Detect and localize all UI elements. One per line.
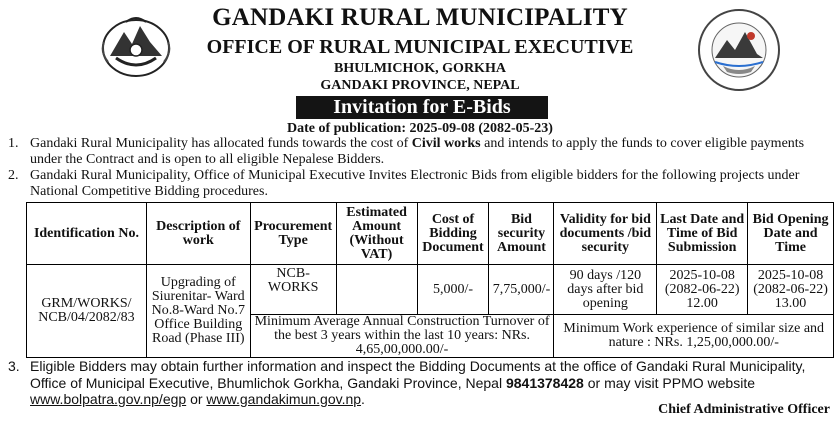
paragraph-text-part: and intends to apply the funds to cover eligible payments under the Contract and is open to all eligible Nepalese Bidders. <box>30 136 805 167</box>
address-line-1: BHULMICHOK, GORKHA <box>334 61 506 76</box>
header-procurement-type: Procurement Type <box>250 203 336 265</box>
header-validity: Validity for bid documents /bid security <box>554 203 657 265</box>
notice-title: Invitation for E-Bids <box>296 96 548 119</box>
publication-date: Date of publication: 2025-09-08 (2082-05-23) <box>287 121 553 136</box>
cell-procurement-type: NCB-WORKS <box>250 265 336 315</box>
office-name: OFFICE OF RURAL MUNICIPAL EXECUTIVE <box>206 36 634 58</box>
paragraph-text-part: . <box>361 391 365 407</box>
header-estimated-amount: Estimated Amount (Without VAT) <box>336 203 417 265</box>
paragraph-text: Gandaki Rural Municipality, Office of Municipal Executive Invites Electronic Bids from eligible bidders for the following projects under National Competitive Bidding procedures. <box>30 168 800 199</box>
address-line-2: GANDAKI PROVINCE, NEPAL <box>320 78 520 93</box>
header-identification: Identification No. <box>27 203 147 265</box>
table-header-row <box>27 203 834 265</box>
paragraph-text <box>30 136 834 167</box>
cell-estimated-amount <box>336 265 417 315</box>
paragraph-text-part: or <box>186 391 207 407</box>
cell-validity: 90 days /120 days after bid opening <box>554 265 657 315</box>
cell-identification: GRM/WORKS/ NCB/04/2082/83 <box>27 265 147 358</box>
header-description: Description of work <box>146 203 250 265</box>
paragraph-number: 3. <box>8 358 20 374</box>
paragraph-number: 2. <box>8 168 19 183</box>
cell-bid-security: 7,75,000/- <box>489 265 554 315</box>
cell-opening-date: 2025-10-08 (2082-06-22) 13.00 <box>748 265 834 315</box>
table-row <box>27 265 834 315</box>
cell-cost: 5,000/- <box>417 265 489 315</box>
phone-number: 9841378428 <box>505 374 584 391</box>
header-cost-bidding-document: Cost of Bidding Document <box>417 203 489 265</box>
paragraph-text-part: or may visit PPMO website <box>583 374 755 391</box>
header-bid-security: Bid security Amount <box>489 203 554 265</box>
municipality-name: GANDAKI RURAL MUNICIPALITY <box>212 4 628 31</box>
signature-title: Chief Administrative Officer <box>658 402 830 417</box>
municipality-website-link[interactable]: www.gandakimun.gov.np <box>206 391 362 407</box>
paragraph-text-part: Eligible Bidders may obtain further information and inspect the Bidding Documents at the office of Gandaki Rural Municipality, Office of Municipal Executive, Bhumlichok Gorkha, Gandaki Province, Nepal <box>30 358 806 391</box>
bids-table <box>26 202 834 358</box>
paragraph-text <box>30 358 835 408</box>
cell-last-date: 2025-10-08 (2082-06-22) 12.00 <box>657 265 748 315</box>
ppmo-link[interactable]: www.bolpatra.gov.np/egp <box>30 391 187 407</box>
header-opening-date: Bid Opening Date and Time <box>748 203 834 265</box>
paragraph-text-part: Gandaki Rural Municipality has allocated funds towards the cost of <box>30 136 412 151</box>
cell-turnover-requirement: Minimum Average Annual Construction Turnover of the best 3 years within the last 10 years: NRs. 4,65,00,000.00/- <box>250 315 554 358</box>
header-last-date: Last Date and Time of Bid Submission <box>657 203 748 265</box>
work-type-bold: Civil works <box>411 136 481 151</box>
paragraph-number: 1. <box>8 136 19 151</box>
cell-description: Upgrading of Siurenitar- Ward No.8-Ward No.7 Office Building Road (Phase III) <box>146 265 250 358</box>
cell-experience-requirement: Minimum Work experience of similar size and nature : NRs. 1,25,00,000.00/- <box>554 315 834 358</box>
